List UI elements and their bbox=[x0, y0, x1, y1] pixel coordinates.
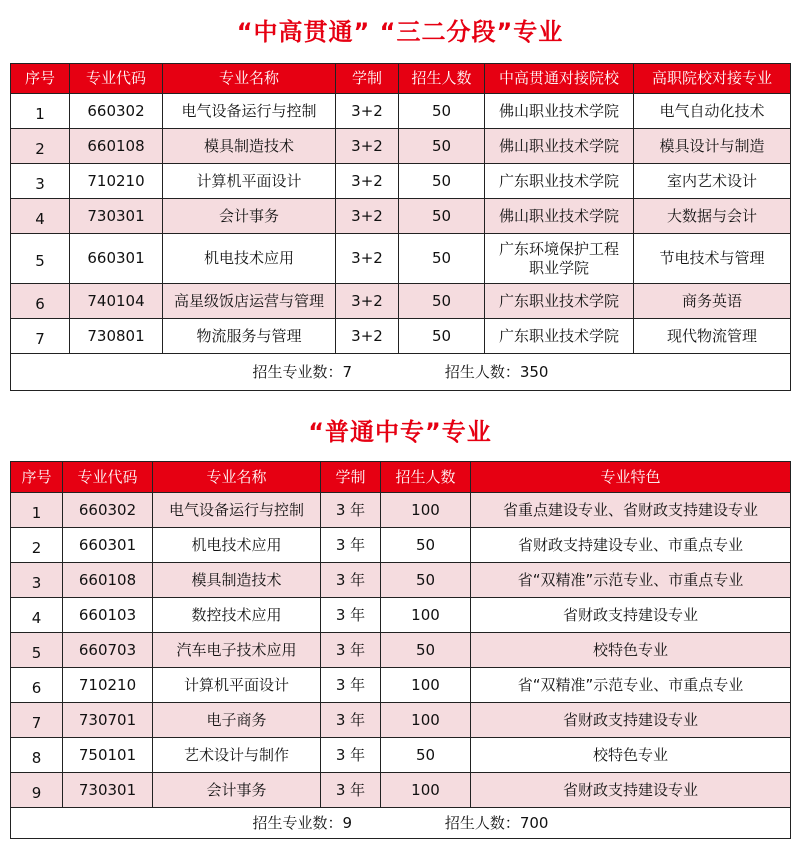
cell-index: 9 bbox=[11, 773, 63, 808]
table-row bbox=[11, 493, 791, 528]
col-header-partner-college: 中高贯通对接院校 bbox=[485, 64, 634, 94]
cell-name: 计算机平面设计 bbox=[153, 668, 321, 703]
cell-features: 省“双精准”示范专业、市重点专业 bbox=[471, 563, 791, 598]
col-header-code: 专业代码 bbox=[63, 462, 153, 493]
cell-features: 省“双精准”示范专业、市重点专业 bbox=[471, 668, 791, 703]
cell-enrollment: 100 bbox=[381, 773, 471, 808]
cell-duration: 3+2 bbox=[336, 284, 399, 319]
cell-duration: 3 年 bbox=[321, 598, 381, 633]
table-row bbox=[11, 563, 791, 598]
col-header-index: 序号 bbox=[11, 462, 63, 493]
col-header-enrollment: 招生人数 bbox=[399, 64, 485, 94]
cell-features: 省财政支持建设专业 bbox=[471, 598, 791, 633]
summary-cell bbox=[11, 354, 791, 391]
cell-name: 模具制造技术 bbox=[163, 129, 336, 164]
cell-code: 660108 bbox=[70, 129, 163, 164]
cell-enrollment: 50 bbox=[399, 319, 485, 354]
col-header-enrollment: 招生人数 bbox=[381, 462, 471, 493]
table-row bbox=[11, 668, 791, 703]
summary-enrollment-total: 招生人数：700 bbox=[444, 813, 549, 832]
table-row bbox=[11, 703, 791, 738]
table-row bbox=[11, 738, 791, 773]
col-header-features: 专业特色 bbox=[471, 462, 791, 493]
table-row bbox=[11, 164, 791, 199]
cell-enrollment: 50 bbox=[399, 234, 485, 284]
table-row bbox=[11, 94, 791, 129]
cell-enrollment: 50 bbox=[381, 528, 471, 563]
cell-code: 660108 bbox=[63, 563, 153, 598]
cell-duration: 3 年 bbox=[321, 773, 381, 808]
cell-index: 1 bbox=[11, 493, 63, 528]
cell-name: 物流服务与管理 bbox=[163, 319, 336, 354]
joint-program-table bbox=[10, 63, 791, 391]
cell-partner-major: 模具设计与制造 bbox=[634, 129, 791, 164]
cell-duration: 3 年 bbox=[321, 563, 381, 598]
cell-duration: 3+2 bbox=[336, 234, 399, 284]
cell-duration: 3 年 bbox=[321, 738, 381, 773]
col-header-name: 专业名称 bbox=[153, 462, 321, 493]
cell-enrollment: 50 bbox=[399, 164, 485, 199]
table-row bbox=[11, 633, 791, 668]
cell-partner-major: 现代物流管理 bbox=[634, 319, 791, 354]
cell-partner-college: 广东职业技术学院 bbox=[485, 164, 634, 199]
cell-partner-college: 广东环境保护工程职业学院 bbox=[485, 234, 634, 284]
cell-enrollment: 50 bbox=[381, 633, 471, 668]
col-header-name: 专业名称 bbox=[163, 64, 336, 94]
cell-partner-college: 佛山职业技术学院 bbox=[485, 94, 634, 129]
table-row bbox=[11, 129, 791, 164]
cell-index: 4 bbox=[11, 598, 63, 633]
col-header-index: 序号 bbox=[11, 64, 70, 94]
cell-duration: 3 年 bbox=[321, 528, 381, 563]
table-header-row bbox=[11, 64, 791, 94]
cell-index: 7 bbox=[11, 703, 63, 738]
cell-partner-college: 佛山职业技术学院 bbox=[485, 129, 634, 164]
cell-enrollment: 50 bbox=[381, 738, 471, 773]
cell-enrollment: 100 bbox=[381, 668, 471, 703]
cell-code: 730301 bbox=[70, 199, 163, 234]
cell-features: 校特色专业 bbox=[471, 633, 791, 668]
cell-enrollment: 100 bbox=[381, 598, 471, 633]
cell-duration: 3 年 bbox=[321, 668, 381, 703]
table-summary-row bbox=[11, 808, 791, 839]
cell-code: 660703 bbox=[63, 633, 153, 668]
cell-code: 710210 bbox=[70, 164, 163, 199]
cell-name: 电气设备运行与控制 bbox=[153, 493, 321, 528]
col-header-code: 专业代码 bbox=[70, 64, 163, 94]
cell-features: 校特色专业 bbox=[471, 738, 791, 773]
cell-duration: 3+2 bbox=[336, 129, 399, 164]
cell-index: 2 bbox=[11, 528, 63, 563]
cell-name: 计算机平面设计 bbox=[163, 164, 336, 199]
cell-code: 730701 bbox=[63, 703, 153, 738]
cell-code: 660301 bbox=[70, 234, 163, 284]
cell-duration: 3+2 bbox=[336, 94, 399, 129]
cell-enrollment: 50 bbox=[399, 284, 485, 319]
table-header-row bbox=[11, 462, 791, 493]
cell-duration: 3+2 bbox=[336, 164, 399, 199]
cell-features: 省财政支持建设专业、市重点专业 bbox=[471, 528, 791, 563]
cell-enrollment: 50 bbox=[399, 94, 485, 129]
cell-code: 730801 bbox=[70, 319, 163, 354]
table-row bbox=[11, 319, 791, 354]
table-row bbox=[11, 773, 791, 808]
cell-index: 4 bbox=[11, 199, 70, 234]
cell-partner-major: 电气自动化技术 bbox=[634, 94, 791, 129]
col-header-duration: 学制 bbox=[336, 64, 399, 94]
cell-code: 740104 bbox=[70, 284, 163, 319]
cell-partner-major: 节电技术与管理 bbox=[634, 234, 791, 284]
summary-enrollment-total: 招生人数：350 bbox=[444, 362, 549, 381]
regular-program-table bbox=[10, 461, 791, 839]
table-summary-row bbox=[11, 354, 791, 391]
cell-code: 660103 bbox=[63, 598, 153, 633]
cell-name: 会计事务 bbox=[153, 773, 321, 808]
cell-features: 省重点建设专业、省财政支持建设专业 bbox=[471, 493, 791, 528]
cell-code: 750101 bbox=[63, 738, 153, 773]
cell-name: 机电技术应用 bbox=[163, 234, 336, 284]
cell-index: 3 bbox=[11, 563, 63, 598]
cell-partner-major: 大数据与会计 bbox=[634, 199, 791, 234]
cell-features: 省财政支持建设专业 bbox=[471, 773, 791, 808]
table-row bbox=[11, 528, 791, 563]
col-header-duration: 学制 bbox=[321, 462, 381, 493]
cell-name: 会计事务 bbox=[163, 199, 336, 234]
table-row bbox=[11, 199, 791, 234]
cell-duration: 3 年 bbox=[321, 633, 381, 668]
table-row bbox=[11, 234, 791, 284]
cell-name: 电气设备运行与控制 bbox=[163, 94, 336, 129]
cell-partner-college: 广东职业技术学院 bbox=[485, 319, 634, 354]
cell-index: 2 bbox=[11, 129, 70, 164]
cell-duration: 3 年 bbox=[321, 493, 381, 528]
summary-cell bbox=[11, 808, 791, 839]
col-header-partner-major: 高职院校对接专业 bbox=[634, 64, 791, 94]
cell-index: 7 bbox=[11, 319, 70, 354]
cell-name: 模具制造技术 bbox=[153, 563, 321, 598]
cell-index: 5 bbox=[11, 234, 70, 284]
cell-duration: 3+2 bbox=[336, 199, 399, 234]
cell-enrollment: 50 bbox=[381, 563, 471, 598]
cell-index: 6 bbox=[11, 668, 63, 703]
cell-name: 电子商务 bbox=[153, 703, 321, 738]
cell-enrollment: 100 bbox=[381, 703, 471, 738]
cell-duration: 3+2 bbox=[336, 319, 399, 354]
table-row bbox=[11, 598, 791, 633]
cell-name: 汽车电子技术应用 bbox=[153, 633, 321, 668]
cell-features: 省财政支持建设专业 bbox=[471, 703, 791, 738]
cell-enrollment: 50 bbox=[399, 129, 485, 164]
cell-partner-major: 商务英语 bbox=[634, 284, 791, 319]
cell-code: 730301 bbox=[63, 773, 153, 808]
section1-title: “中高贯通” “三二分段”专业 bbox=[236, 18, 564, 46]
cell-index: 6 bbox=[11, 284, 70, 319]
cell-partner-major: 室内艺术设计 bbox=[634, 164, 791, 199]
cell-name: 数控技术应用 bbox=[153, 598, 321, 633]
cell-name: 机电技术应用 bbox=[153, 528, 321, 563]
cell-code: 710210 bbox=[63, 668, 153, 703]
summary-major-count: 招生专业数：9 bbox=[252, 813, 353, 832]
cell-index: 5 bbox=[11, 633, 63, 668]
cell-name: 高星级饭店运营与管理 bbox=[163, 284, 336, 319]
summary-major-count: 招生专业数：7 bbox=[252, 362, 353, 381]
cell-partner-college: 佛山职业技术学院 bbox=[485, 199, 634, 234]
cell-partner-college: 广东职业技术学院 bbox=[485, 284, 634, 319]
table-row bbox=[11, 284, 791, 319]
cell-index: 3 bbox=[11, 164, 70, 199]
cell-enrollment: 100 bbox=[381, 493, 471, 528]
cell-enrollment: 50 bbox=[399, 199, 485, 234]
section2-title: “普通中专”专业 bbox=[308, 418, 492, 446]
cell-code: 660301 bbox=[63, 528, 153, 563]
cell-duration: 3 年 bbox=[321, 703, 381, 738]
cell-index: 8 bbox=[11, 738, 63, 773]
cell-index: 1 bbox=[11, 94, 70, 129]
cell-code: 660302 bbox=[63, 493, 153, 528]
cell-name: 艺术设计与制作 bbox=[153, 738, 321, 773]
cell-code: 660302 bbox=[70, 94, 163, 129]
